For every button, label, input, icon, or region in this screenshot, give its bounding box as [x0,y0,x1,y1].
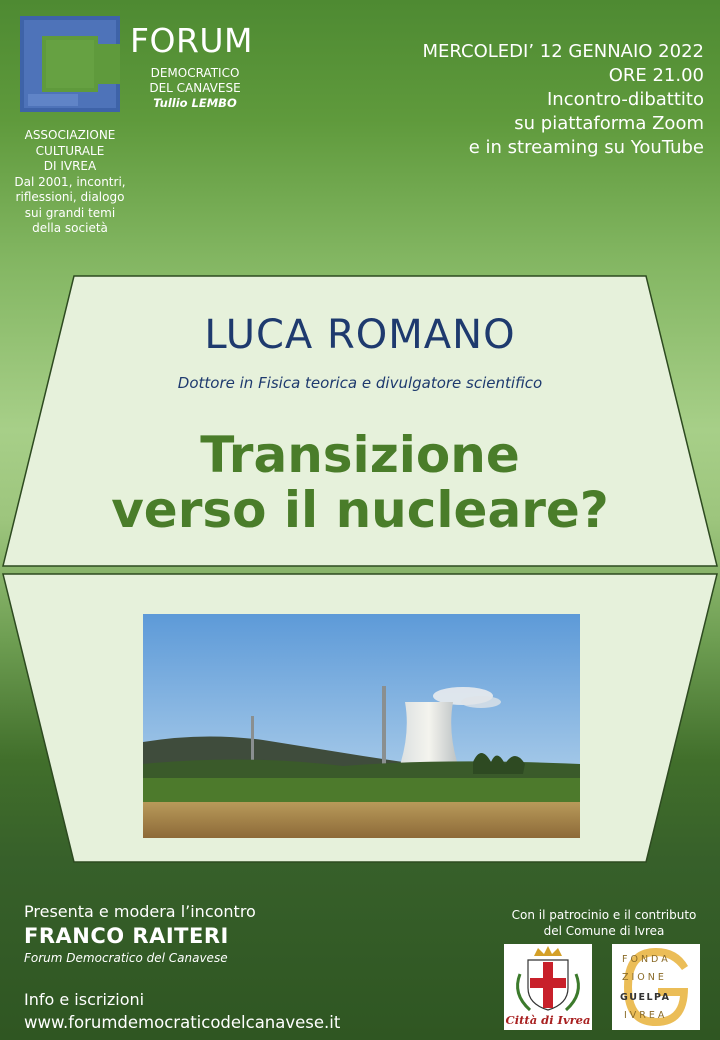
event-date: MERCOLEDI’ 12 GENNAIO 2022 [422,41,704,62]
nuclear-plant-photo [143,614,580,838]
patronage-line: del Comune di Ivrea [543,923,665,938]
fondazione-guelpa-logo [612,944,700,1030]
assoc-line: sui grandi temi [24,205,116,220]
event-streaming: e in streaming su YouTube [468,137,704,158]
forum-subtitle [140,66,250,111]
patronage-text [498,908,710,939]
guelpa-text: FONDA [622,954,671,965]
assoc-line: CULTURALE [35,143,105,158]
event-format: Incontro-dibattito [546,89,704,110]
speaker-role: Dottore in Fisica teorica e divulgatore scientifico [177,374,543,392]
website-link[interactable]: www.forumdemocraticodelcanavese.it [24,1013,341,1032]
moderator-name: FRANCO RAITERI [24,924,229,948]
speaker-name: LUCA ROMANO [204,312,516,358]
association-description [10,128,130,237]
assoc-line: DI IVREA [43,159,97,173]
guelpa-text: GUELPA [620,992,671,1003]
talk-title [0,428,720,538]
guelpa-text: IVREA [624,1010,668,1021]
talk-title-line: verso il nucleare? [111,481,609,539]
forum-founder: Tullio LEMBO [153,96,237,110]
forum-sub-line: DEL CANAVESE [149,81,241,95]
presenter-intro: Presenta e modera l’incontro [24,902,256,921]
event-platform: su piattaforma Zoom [514,113,704,134]
ivrea-logo-text: Città di Ivrea [505,1013,591,1027]
assoc-line: ASSOCIAZIONE [24,128,116,142]
talk-title-line: Transizione [200,426,520,484]
forum-sub-line: DEMOCRATICO [150,66,240,80]
assoc-line: Dal 2001, incontri, [14,174,126,189]
moderator-organization: Forum Democratico del Canavese [24,951,228,965]
forum-title: FORUM [130,21,254,60]
event-details [364,40,704,160]
info-label: Info e iscrizioni [24,990,145,1009]
event-time: ORE 21.00 [608,65,704,86]
assoc-line: della società [32,221,108,235]
assoc-line: riflessioni, dialogo [15,190,125,204]
guelpa-text: ZIONE [622,972,667,983]
patronage-line: Con il patrocinio e il contributo [511,908,697,922]
forum-logo [18,14,122,114]
